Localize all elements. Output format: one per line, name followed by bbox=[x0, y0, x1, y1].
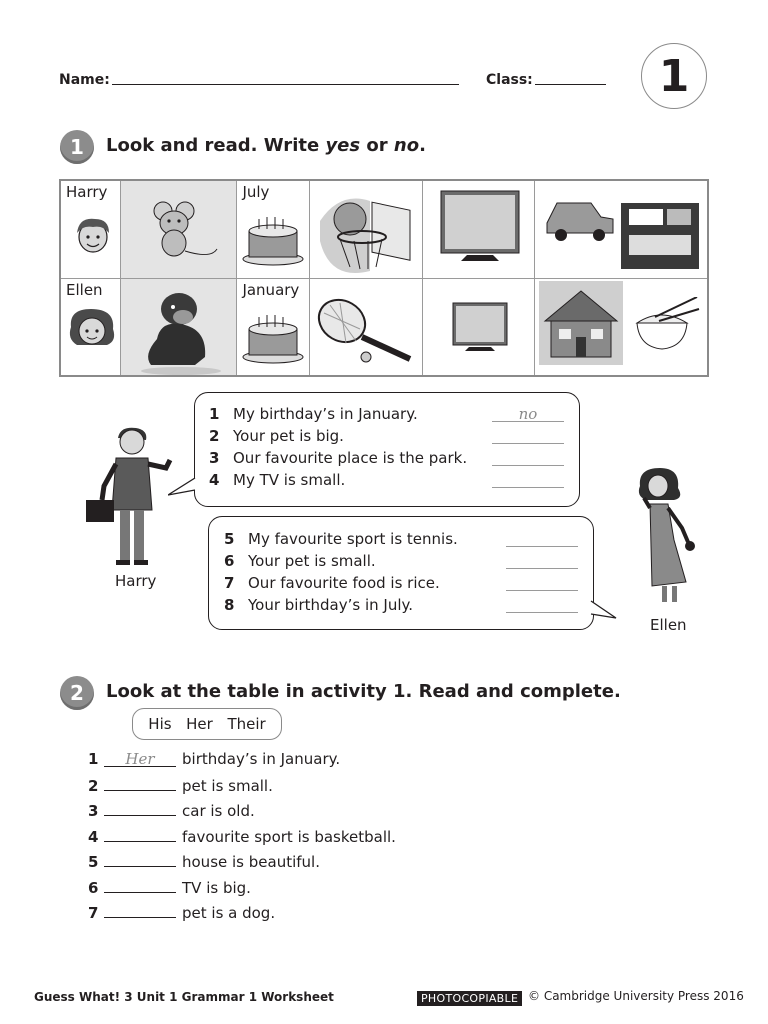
sentence-8 bbox=[224, 596, 413, 614]
july-label: July bbox=[242, 183, 270, 201]
cell-dog bbox=[120, 278, 237, 376]
basketball-hoop-icon bbox=[310, 181, 422, 279]
harry-name: Harry bbox=[66, 183, 108, 201]
activity1-title-no: no bbox=[393, 135, 420, 156]
item-text: TV is big. bbox=[182, 878, 251, 897]
bubble-tail-left bbox=[168, 478, 198, 500]
complete-item-4 bbox=[88, 827, 396, 846]
sentence-text: Your pet is small. bbox=[248, 552, 376, 570]
complete-item-6 bbox=[88, 878, 251, 897]
item-text: house is beautiful. bbox=[182, 853, 320, 871]
item-number: 5 bbox=[88, 853, 99, 871]
activity1-title-or: or bbox=[360, 135, 394, 156]
sentence-number: 3 bbox=[209, 449, 220, 467]
sentence-number: 2 bbox=[209, 427, 220, 445]
sentence-2 bbox=[209, 427, 344, 445]
harry-label: Harry bbox=[115, 572, 157, 590]
cell-ellen bbox=[60, 278, 120, 376]
cell-basketball bbox=[310, 180, 423, 278]
cell-tennis bbox=[310, 278, 423, 376]
name-field[interactable] bbox=[112, 84, 459, 85]
sentence-5 bbox=[224, 530, 458, 548]
cake-icon bbox=[237, 279, 309, 377]
answer-blank[interactable]: Her bbox=[104, 752, 176, 767]
sentence-7 bbox=[224, 574, 440, 592]
word-her: Her bbox=[186, 715, 213, 733]
cell-harry bbox=[60, 180, 120, 278]
answer-field-8[interactable] bbox=[506, 596, 578, 613]
item-number: 1 bbox=[88, 750, 99, 768]
unit-number-badge: 1 bbox=[641, 43, 707, 109]
complete-item-7 bbox=[88, 903, 275, 922]
girl-face-icon bbox=[61, 279, 120, 377]
activity2-number-badge: 2 bbox=[60, 676, 94, 710]
activity1-title-yes: yes bbox=[325, 135, 361, 156]
cinema-icon bbox=[621, 203, 699, 269]
answer-field-5[interactable] bbox=[506, 530, 578, 547]
boy-face-icon bbox=[61, 181, 120, 279]
word-box bbox=[132, 708, 282, 740]
ellen-figure-icon bbox=[634, 464, 704, 608]
sentence-number: 1 bbox=[209, 405, 220, 423]
answer-blank[interactable] bbox=[104, 827, 176, 842]
sentence-text: Our favourite food is rice. bbox=[248, 574, 440, 592]
name-label: Name: bbox=[59, 72, 110, 88]
answer-field-3[interactable] bbox=[492, 449, 564, 466]
cell-mouse bbox=[120, 180, 237, 278]
activity1-title bbox=[106, 135, 426, 156]
sentence-text: Your pet is big. bbox=[233, 427, 344, 445]
sentence-text: Your birthday’s in July. bbox=[248, 596, 414, 614]
harry-figure-icon bbox=[82, 424, 178, 570]
sentence-text: Our favourite place is the park. bbox=[233, 449, 468, 467]
rice-bowl-icon bbox=[631, 297, 701, 357]
answer-field-1[interactable]: no bbox=[492, 405, 564, 422]
sentence-text: My TV is small. bbox=[233, 471, 346, 489]
answer-blank[interactable] bbox=[104, 776, 176, 791]
complete-item-3 bbox=[88, 801, 255, 820]
cell-small-tv bbox=[422, 278, 535, 376]
dog-icon bbox=[121, 279, 237, 377]
copyright-text: © Cambridge University Press 2016 bbox=[528, 989, 744, 1003]
item-text: car is old. bbox=[182, 802, 255, 820]
item-text: pet is small. bbox=[182, 776, 273, 795]
complete-item-2 bbox=[88, 776, 273, 795]
complete-item-1 bbox=[88, 750, 340, 768]
cell-july bbox=[237, 180, 310, 278]
cake-icon bbox=[237, 181, 309, 279]
sentence-3 bbox=[209, 449, 467, 467]
tv-icon bbox=[423, 181, 535, 279]
class-field[interactable] bbox=[535, 84, 606, 85]
photocopiable-badge: PHOTOCOPIABLE bbox=[417, 991, 522, 1006]
answer-field-6[interactable] bbox=[506, 552, 578, 569]
january-label: January bbox=[242, 280, 300, 299]
class-label: Class: bbox=[486, 72, 533, 88]
sentence-number: 6 bbox=[224, 552, 235, 570]
word-their: Their bbox=[227, 715, 266, 733]
sentence-number: 7 bbox=[224, 574, 235, 592]
ellen-name: Ellen bbox=[66, 280, 103, 299]
ellen-label: Ellen bbox=[650, 616, 687, 634]
sentence-number: 5 bbox=[224, 530, 235, 548]
sentence-1 bbox=[209, 405, 418, 423]
cell-house-rice bbox=[535, 278, 708, 376]
sentence-text: My favourite sport is tennis. bbox=[248, 530, 458, 548]
activity1-number-badge: 1 bbox=[60, 130, 94, 164]
item-number: 3 bbox=[88, 802, 99, 820]
sentence-text: My birthday’s in January. bbox=[233, 405, 418, 423]
picture-table bbox=[59, 179, 709, 377]
cell-big-tv bbox=[422, 180, 535, 278]
activity2-title: Look at the table in activity 1. Read and complete. bbox=[106, 681, 621, 702]
item-number: 7 bbox=[88, 904, 99, 922]
item-number: 2 bbox=[88, 776, 99, 795]
item-text: pet is a dog. bbox=[182, 904, 276, 922]
answer-blank[interactable] bbox=[104, 878, 176, 893]
sentence-number: 4 bbox=[209, 471, 220, 489]
bubble-tail-right bbox=[588, 598, 618, 622]
activity1-title-end: . bbox=[419, 135, 426, 156]
sentence-6 bbox=[224, 552, 376, 570]
complete-item-5 bbox=[88, 852, 320, 871]
answer-blank[interactable] bbox=[104, 903, 176, 918]
item-number: 6 bbox=[88, 878, 99, 897]
item-number: 4 bbox=[88, 827, 99, 846]
sentence-4 bbox=[209, 471, 345, 489]
answer-blank[interactable] bbox=[104, 801, 176, 816]
item-text: favourite sport is basketball. bbox=[182, 827, 396, 846]
answer-blank[interactable] bbox=[104, 852, 176, 867]
mouse-icon bbox=[121, 181, 237, 279]
word-his: His bbox=[148, 715, 172, 733]
cell-car-cinema bbox=[535, 180, 708, 278]
item-text: birthday’s in January. bbox=[182, 750, 341, 768]
activity1-title-text: Look and read. Write bbox=[106, 135, 326, 156]
tv-icon bbox=[423, 279, 535, 377]
answer-field-2[interactable] bbox=[492, 427, 564, 444]
tennis-racket-icon bbox=[310, 279, 422, 377]
sentence-number: 8 bbox=[224, 596, 235, 614]
answer-field-4[interactable] bbox=[492, 471, 564, 488]
footer-title: Guess What! 3 Unit 1 Grammar 1 Worksheet bbox=[34, 990, 334, 1004]
cell-january bbox=[237, 278, 310, 376]
answer-field-7[interactable] bbox=[506, 574, 578, 591]
